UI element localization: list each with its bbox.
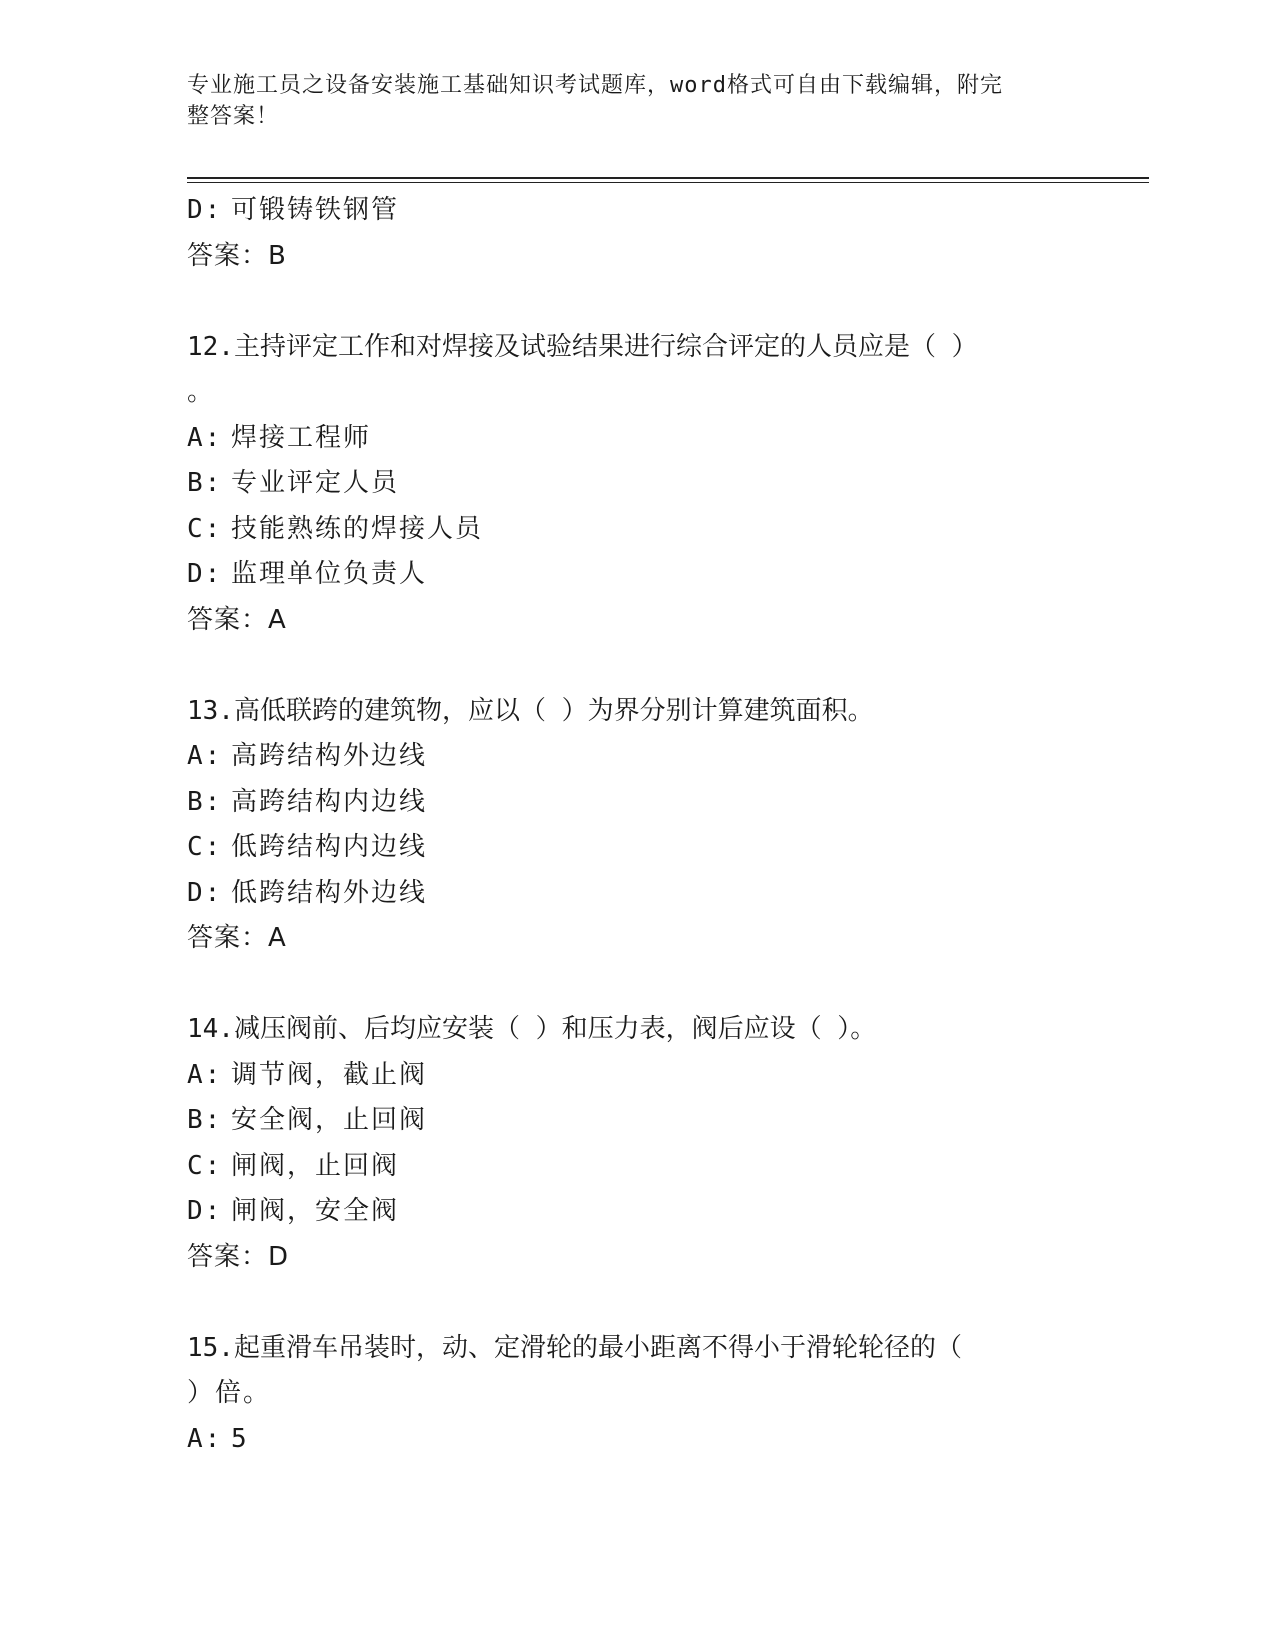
header-divider-thin: [187, 182, 1149, 183]
option-label: C:: [187, 832, 223, 862]
q13-option-d: [187, 871, 1087, 917]
option-text: 闸阀，止回阀: [231, 1150, 400, 1181]
option-text: 专业评定人员: [231, 468, 400, 498]
option-label: B:: [187, 1105, 223, 1135]
spacer: [187, 643, 1087, 689]
option-label: B:: [187, 786, 223, 817]
option-label: A:: [187, 741, 223, 771]
option-text: 高跨结构外边线: [231, 741, 428, 771]
q12-stem-line-1: 12.主持评定工作和对焊接及试验结果进行综合评定的人员应是（ ）: [187, 331, 978, 362]
spacer: [187, 962, 1087, 1008]
q11-option-d: [187, 188, 1087, 234]
q12-option-a: [187, 416, 1087, 462]
spacer: [187, 279, 1087, 325]
q13-option-a: [187, 734, 1087, 780]
q12-answer: 答案：A: [187, 604, 287, 635]
q14-option-d: [187, 1189, 1087, 1235]
option-text: 调节阀，截止阀: [231, 1059, 428, 1090]
header-line-2: 整答案！: [187, 104, 280, 129]
q14-option-b: [187, 1098, 1087, 1144]
option-text: 低跨结构内边线: [231, 832, 428, 862]
spacer: [187, 1280, 1087, 1326]
option-text: 焊接工程师: [231, 422, 372, 453]
document-header: [187, 70, 1067, 132]
option-label: D:: [187, 559, 223, 589]
q12-option-c: [187, 507, 1087, 553]
q14-stem-line-1: 14.减压阀前、后均应安装（ ）和压力表，阀后应设（ ）。: [187, 1014, 877, 1044]
option-label: D:: [187, 195, 223, 225]
q13-option-c: [187, 825, 1087, 871]
q13-option-b: [187, 780, 1087, 826]
q13-answer: 答案：A: [187, 923, 287, 953]
q15-stem-line-1: 15.起重滑车吊装时，动、定滑轮的最小距离不得小于滑轮轮径的（: [187, 1332, 962, 1363]
q13-stem-line-1: 13.高低联跨的建筑物，应以（ ）为界分别计算建筑面积。: [187, 695, 874, 726]
q12-option-d: [187, 552, 1087, 598]
header-line-1: 专业施工员之设备安装施工基础知识考试题库，word格式可自由下载编辑，附完: [187, 73, 1003, 98]
option-label: A:: [187, 1423, 223, 1454]
option-text: 高跨结构内边线: [231, 786, 428, 817]
q15-option-a: [187, 1417, 1087, 1463]
q11-answer: 答案：B: [187, 240, 287, 271]
option-label: D:: [187, 877, 223, 908]
option-text: 技能熟练的焊接人员: [231, 513, 484, 544]
option-text: 可锻铸铁钢管: [231, 195, 400, 225]
option-label: A:: [187, 1059, 223, 1090]
option-text: 5: [231, 1423, 249, 1454]
option-label: D:: [187, 1196, 223, 1226]
option-label: C:: [187, 1150, 223, 1181]
header-divider-thick: [187, 177, 1149, 179]
option-text: 低跨结构外边线: [231, 877, 428, 908]
option-text: 安全阀，止回阀: [231, 1105, 428, 1135]
q14-option-a: [187, 1053, 1087, 1099]
question-list: [187, 188, 1087, 1462]
option-label: B:: [187, 468, 223, 498]
q12-stem-line-2: 。: [187, 377, 216, 407]
option-text: 监理单位负责人: [231, 559, 428, 589]
q14-option-c: [187, 1144, 1087, 1190]
q15-stem-line-2: ）倍。: [187, 1378, 272, 1408]
option-label: A:: [187, 422, 223, 453]
q12-option-b: [187, 461, 1087, 507]
q14-answer: 答案：D: [187, 1241, 290, 1272]
option-label: C:: [187, 513, 223, 544]
option-text: 闸阀，安全阀: [231, 1196, 400, 1226]
